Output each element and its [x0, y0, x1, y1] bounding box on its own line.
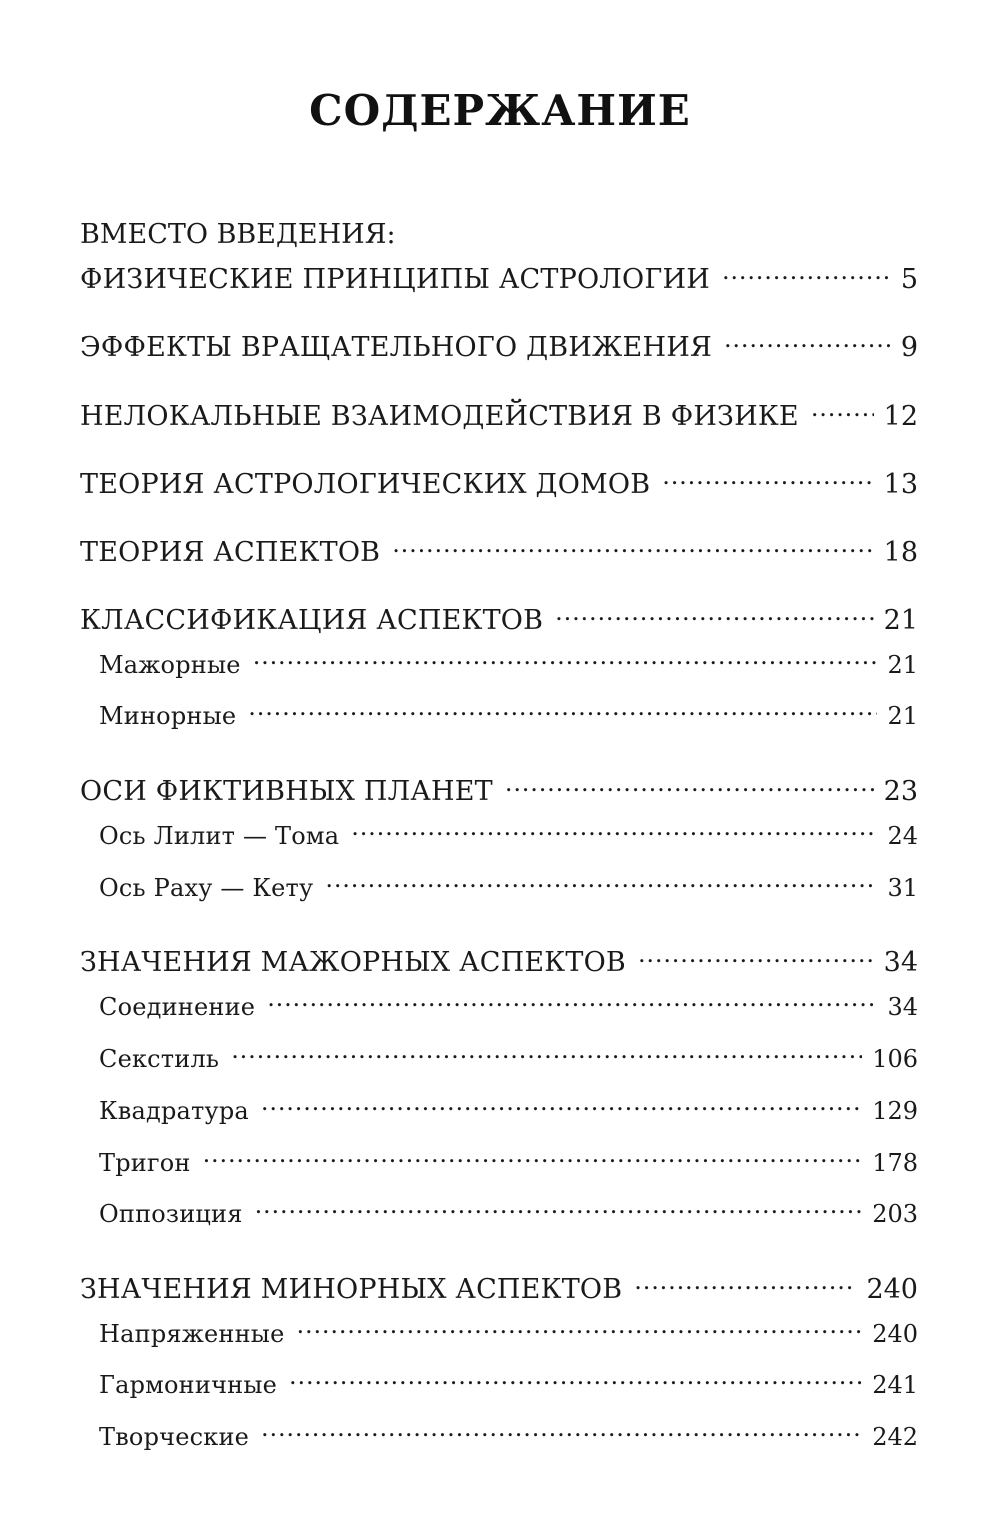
leader-dots: [555, 595, 873, 629]
leader-dots: [297, 1308, 863, 1342]
leader-dots: [351, 810, 877, 844]
toc-entry-label: Напряженные: [99, 1320, 285, 1348]
leader-dots: [255, 1188, 863, 1222]
toc-subentry[interactable]: [99, 690, 918, 730]
toc-entry[interactable]: [80, 459, 918, 500]
leader-dots: [325, 862, 877, 896]
leader-dots: [724, 322, 891, 356]
toc-entry-label: ФИЗИЧЕСКИЕ ПРИНЦИПЫ АСТРОЛОГИИ: [80, 264, 710, 295]
leader-dots: [261, 1411, 862, 1445]
toc-entry[interactable]: [80, 1264, 918, 1305]
toc-entry-label: Ось Лилит — Тома: [99, 822, 340, 850]
toc-entry-label: ЗНАЧЕНИЯ МАЖОРНЫХ АСПЕКТОВ: [80, 947, 626, 978]
toc-entry[interactable]: [80, 766, 918, 807]
toc-page-number: 21: [883, 605, 918, 636]
toc-entry-label: Секстиль: [99, 1045, 220, 1073]
toc-subentry[interactable]: [99, 862, 918, 902]
toc-subentry[interactable]: [99, 1137, 918, 1177]
toc-page-number: 24: [887, 822, 918, 850]
leader-dots: [231, 1033, 862, 1067]
toc-entry-label: Ось Раху — Кету: [99, 874, 314, 902]
toc-page-number: 241: [872, 1371, 918, 1399]
toc-subentry[interactable]: [99, 1188, 918, 1228]
toc-entry-label: Соединение: [99, 993, 256, 1021]
toc-page-number: 106: [872, 1045, 918, 1073]
toc-entry-label: Мажорные: [99, 651, 241, 679]
toc-subentry[interactable]: [99, 1033, 918, 1073]
toc-page-number: 5: [900, 264, 918, 295]
toc-entry-label: Тригон: [99, 1149, 191, 1177]
leader-dots: [505, 766, 874, 800]
toc-page-number: 21: [887, 702, 918, 730]
toc-page-number: 240: [872, 1320, 918, 1348]
leader-dots: [811, 391, 874, 425]
toc-page-number: 23: [883, 776, 918, 807]
toc-page-number: 34: [887, 993, 918, 1021]
leader-dots: [392, 527, 873, 561]
toc-entry[interactable]: [80, 391, 918, 432]
toc-page-number: 203: [872, 1200, 918, 1228]
toc-entry-label: Минорные: [99, 702, 237, 730]
page-title: СОДЕРЖАНИЕ: [309, 86, 691, 135]
toc-entry-label: ТЕОРИЯ АСТРОЛОГИЧЕСКИХ ДОМОВ: [80, 469, 651, 500]
toc-subentry[interactable]: [99, 1411, 918, 1451]
toc-page-number: 12: [883, 401, 918, 432]
toc-entry-label: ОСИ ФИКТИВНЫХ ПЛАНЕТ: [80, 776, 493, 807]
toc-subentry[interactable]: [99, 1359, 918, 1399]
toc-entry-label: Оппозиция: [99, 1200, 243, 1228]
toc-entry-label: ЗНАЧЕНИЯ МИНОРНЫХ АСПЕКТОВ: [80, 1274, 623, 1305]
toc-entry-label: Гармоничные: [99, 1371, 278, 1399]
toc-subentry[interactable]: [99, 639, 918, 679]
toc-entry[interactable]: [80, 527, 918, 568]
toc-entry-label: Творческие: [99, 1423, 250, 1451]
toc-entry-label: КЛАССИФИКАЦИЯ АСПЕКТОВ: [80, 605, 544, 636]
toc-subentry[interactable]: [99, 1308, 918, 1348]
toc-entry[interactable]: [80, 937, 918, 978]
toc-page-number: 21: [887, 651, 918, 679]
leader-dots: [261, 1085, 862, 1119]
toc-page-number: 13: [883, 469, 918, 500]
toc-page-number: 18: [883, 537, 918, 568]
toc-entry-label: ТЕОРИЯ АСПЕКТОВ: [80, 537, 381, 568]
leader-dots: [267, 981, 877, 1015]
toc-page-number: 31: [887, 874, 918, 902]
toc-subentry[interactable]: [99, 981, 918, 1021]
leader-dots: [722, 254, 891, 288]
toc-entry-label: Квадратура: [99, 1097, 249, 1125]
toc-subentry[interactable]: [99, 1085, 918, 1125]
leader-dots: [289, 1359, 862, 1393]
toc-page-number: 9: [900, 332, 918, 363]
leader-dots: [662, 459, 873, 493]
leader-dots: [253, 639, 878, 673]
toc-entry[interactable]: [80, 322, 918, 363]
toc-subentry[interactable]: [99, 810, 918, 850]
leader-dots: [248, 690, 877, 724]
leader-dots: [203, 1137, 863, 1171]
toc-page-number: 129: [872, 1097, 918, 1125]
toc-page-number: 34: [883, 947, 918, 978]
toc-entry[interactable]: [80, 595, 918, 636]
toc-intro-line1: ВМЕСТО ВВЕДЕНИЯ:: [80, 219, 396, 250]
toc-page-number: 242: [872, 1423, 918, 1451]
toc-entry-intro[interactable]: [80, 254, 918, 295]
toc-page-number: 240: [866, 1274, 918, 1305]
toc-entry-label: НЕЛОКАЛЬНЫЕ ВЗАИМОДЕЙСТВИЯ В ФИЗИКЕ: [80, 401, 799, 432]
toc-entry-label: ЭФФЕКТЫ ВРАЩАТЕЛЬНОГО ДВИЖЕНИЯ: [80, 332, 712, 363]
toc-page-number: 178: [872, 1149, 918, 1177]
leader-dots: [638, 937, 874, 971]
leader-dots: [634, 1264, 856, 1298]
